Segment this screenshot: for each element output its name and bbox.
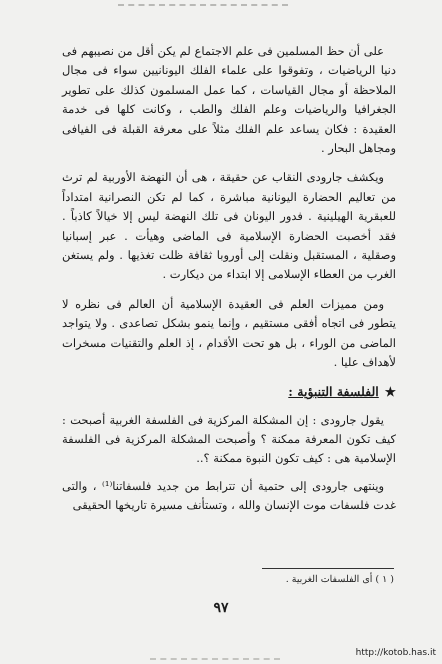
- page-number: ٩٧: [213, 600, 229, 616]
- paragraph-1: على أن حظ المسلمين فى علم الاجتماع لم يكن أقل من نصيبهم فى دنيا الرياضيات ، وتفوقوا على علماء الفلك اليونانيين سواء فى مجال الملاحظة أو مجال القياسات ، كما عمل المسلمون كذلك على تطوير الجغرافيا والرياضيات وعلم الفلك والطب ، وكانت كلها فى خدمة العقيدة : فكان يساعد علم الفلك مثلاً على معرفة القبلة فى الفيافى ومجاهل البحار .: [62, 44, 396, 156]
- top-scan-mark: [118, 4, 288, 12]
- paragraph-5: وينتهى جارودى إلى حتمية أن تترابط من جديد فلسفاتنا⁽¹⁾ ، والتى غدت فلسفات موت الإنسان والله ، وتستأنف مسيرة تاريخها الحقيقى: [62, 478, 396, 513]
- page-body: [62, 42, 396, 524]
- source-url[interactable]: http://kotob.has.it: [355, 648, 436, 658]
- paragraph-2: ويكشف جارودى النقاب عن حقيقة ، هى أن النهضة الأوربية لم ترث من تعاليم الحضارة اليونانية مباشرة ، كما لم تكن النصرانية امتداداً للعبقرية الهيلينية . فدور اليونان فى تلك النهضة ليس إلا خيالاً كاذباً . فقد أخصبت الحضارة الإسلامية فى الماضى وهيأت . عبر إسبانيا وصقلية ، المستقبل ونقلت إلى أوروبا ثقافة ظلت تغذيها . ولم يستغن الغرب من العطاء الإسلامى إلا ابتداء من ديكارت .: [62, 170, 396, 282]
- footnote: ( ١ ) أى الفلسفات الغربية .: [285, 574, 394, 585]
- bottom-scan-mark: [150, 658, 280, 660]
- footnote-divider: [262, 568, 394, 569]
- section-heading: [62, 383, 396, 401]
- paragraph-4: يقول جارودى : إن المشكلة المركزية فى الفلسفة الغربية أصبحت : كيف تكون المعرفة ممكنة ؟ وأصبحت المشكلة المركزية فى الفلسفة الإسلامية هى : كيف تكون النبوة ممكنة ؟..: [62, 412, 396, 466]
- star-icon: ★: [384, 383, 396, 399]
- section-title: الفلسفة التنبؤية :: [288, 383, 379, 399]
- paragraph-3: ومن مميزات العلم فى العقيدة الإسلامية أن العالم فى نظره لا يتطور فى اتجاه أفقى مستقيم ، وإنما ينمو بشكل تصاعدى . ولا يتواجد الماضى من الوراء ، بل هو تحت الأقدام ، إذ العلم والتقنيات مسخرات لأهداف عليا .: [62, 296, 396, 370]
